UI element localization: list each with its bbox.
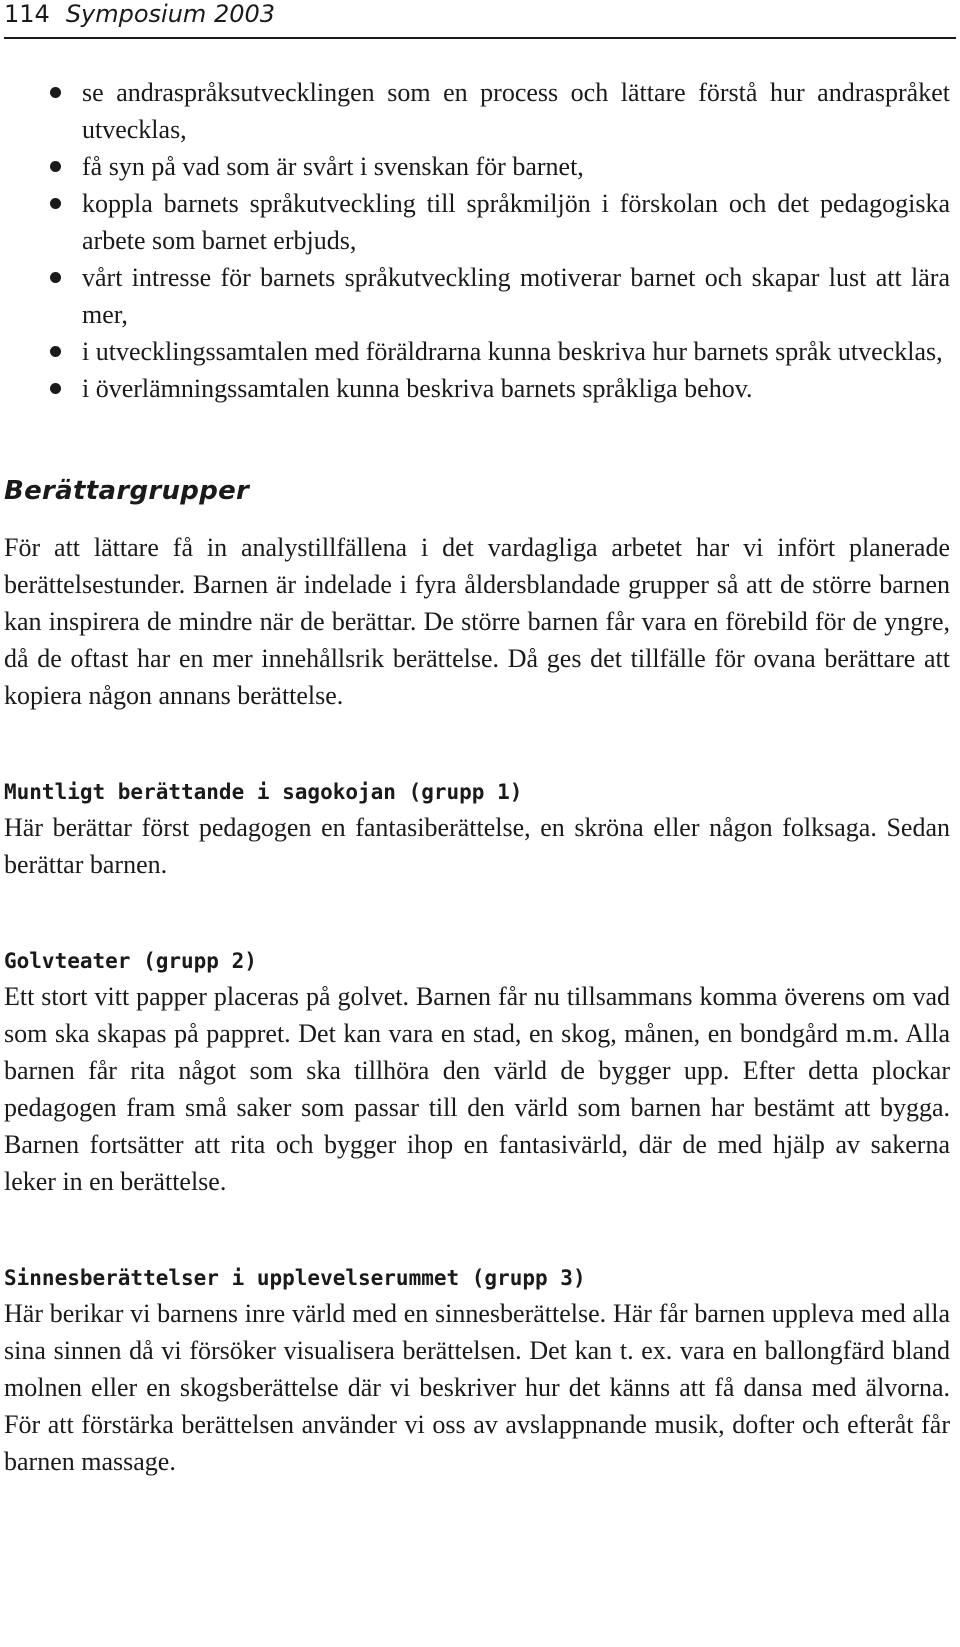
bullet-icon: [50, 272, 61, 283]
list-item: [4, 185, 950, 259]
list-item-text: vårt intresse för barnets språkutveckling motiverar barnet och skapar lust att lära mer,: [82, 263, 950, 329]
running-header: [4, 0, 956, 39]
group-1-paragraph: Här berättar först pedagogen en fantasiberättelse, en skröna eller någon folksaga. Sedan berättar barnen.: [4, 813, 950, 879]
group-3-heading: Sinnesberättelser i upplevelserummet (grupp 3): [4, 1266, 586, 1290]
list-item: [4, 333, 950, 370]
list-item: [4, 148, 950, 185]
list-item: [4, 370, 950, 407]
section-heading: Berättargrupper: [4, 476, 250, 506]
section-intro-paragraph: För att lättare få in analystillfällena i det vardagliga arbetet har vi infört planerade berättelsestunder. Barnen är indelade i fyra åldersblandade grupper så att de större barnen kan inspirera de mindre när de berättar. De större barnen får vara en förebild för de yngre, då de oftast har en mer innehållsrik berättelse. Då ges det tillfälle för ovana berättare att kopiera någon annans berättelse.: [4, 533, 950, 710]
book-title: Symposium 2003: [65, 0, 276, 28]
bullet-icon: [50, 161, 61, 172]
list-item-text: i överlämningssamtalen kunna beskriva barnets språkliga behov.: [82, 374, 753, 403]
list-item: [4, 74, 950, 148]
list-item-text: se andraspråksutvecklingen som en process och lättare förstå hur andraspråket utvecklas,: [82, 78, 950, 144]
group-3-paragraph: Här berikar vi barnens inre värld med en sinnesberättelse. Här får barnen uppleva med alla sina sinnen då vi försöker visualisera berättelsen. Det kan t. ex. vara en ballongfärd bland molnen eller en skogsberättelse där vi beskriver hur det känns att få dansa med älvorna. För att förstärka berättelsen använder vi oss av avslappnande musik, dofter och efteråt får barnen massage.: [4, 1299, 950, 1476]
list-item: [4, 259, 950, 333]
bullet-icon: [50, 383, 61, 394]
bullet-icon: [50, 346, 61, 357]
group-1-heading: Muntligt berättande i sagokojan (grupp 1): [4, 780, 523, 804]
page-number: 114: [4, 0, 50, 28]
group-2-heading: Golvteater (grupp 2): [4, 949, 257, 973]
list-item-text: få syn på vad som är svårt i svenskan för barnet,: [82, 152, 584, 181]
list-item-text: koppla barnets språkutveckling till språkmiljön i förskolan och det pedagogiska arbete som barnet erbjuds,: [82, 189, 950, 255]
bullet-icon: [50, 198, 61, 209]
group-2-paragraph: Ett stort vitt papper placeras på golvet. Barnen får nu tillsammans komma överens om vad som ska skapas på pappret. Det kan vara en stad, en skog, månen, en bondgård m.m. Alla barnen får rita något som ska tillhöra den värld de bygger upp. Efter detta plockar pedagogen fram små saker som passar till den värld som barnen har bestämt att bygga. Barnen fortsätter att rita och bygger ihop en fantasivärld, där de med hjälp av sakerna leker in en berättelse.: [4, 982, 950, 1196]
list-item-text: i utvecklingssamtalen med föräldrarna kunna beskriva hur barnets språk utvecklas,: [82, 337, 943, 366]
bullet-list: [4, 74, 950, 407]
page-body: [4, 74, 950, 1480]
bullet-icon: [50, 87, 61, 98]
